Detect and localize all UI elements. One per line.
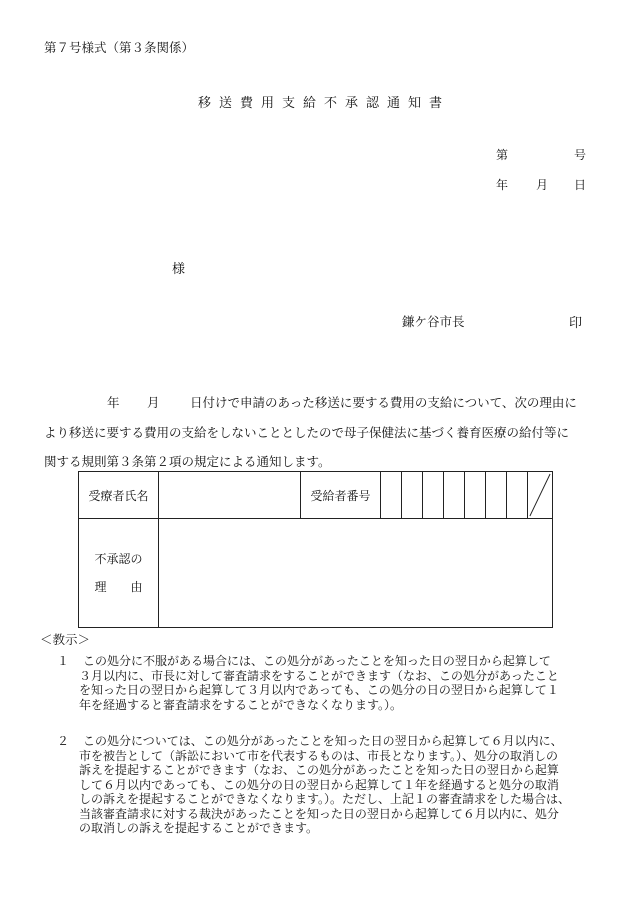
date-month-label: 月 bbox=[536, 178, 549, 192]
instruction-line: ３月以内に、市長に対して審査請求をすることができます（なお、この処分があったこと bbox=[79, 668, 559, 683]
reason-field[interactable] bbox=[159, 519, 553, 628]
instructions-heading: ＜教示＞ bbox=[40, 632, 91, 647]
recipient-number-label: 受給者番号 bbox=[301, 472, 381, 519]
info-table bbox=[78, 471, 553, 628]
instruction-item-number: １ bbox=[57, 654, 70, 668]
instruction-line: して６月以内であっても、この処分の日の翌日から起算して１年を経過すると処分の取消 bbox=[79, 777, 559, 792]
doc-number-suffix: 号 bbox=[574, 148, 587, 162]
body-line-1-text: 日付けで申請のあった移送に要する費用の支給について、次の理由に bbox=[190, 395, 577, 410]
instruction-line: 当該審査請求に対する裁決があったことを知った日の翌日から起算して６月以内に、処分 bbox=[79, 806, 559, 821]
addressee-honorific: 様 bbox=[172, 262, 186, 277]
seal-mark: 印 bbox=[569, 316, 583, 331]
patient-name-field[interactable] bbox=[159, 472, 301, 519]
recipient-number-digit[interactable] bbox=[486, 472, 507, 519]
recipient-number-digit[interactable] bbox=[423, 472, 444, 519]
table-row bbox=[79, 472, 553, 519]
recipient-number-digit[interactable] bbox=[507, 472, 528, 519]
diagonal-slash-icon bbox=[528, 472, 552, 518]
instruction-item-number: ２ bbox=[57, 734, 70, 748]
doc-number-prefix: 第 bbox=[496, 148, 509, 162]
table-row bbox=[79, 519, 553, 628]
instruction-line: 訴えを提起することができます（なお、この処分があったことを知った日の翌日から起算 bbox=[79, 763, 559, 777]
instruction-line: この処分に不服がある場合には、この処分があったことを知った日の翌日から起算して bbox=[83, 654, 551, 668]
patient-name-label: 受療者氏名 bbox=[79, 472, 159, 519]
document-title: 移送費用支給不承認通知書 bbox=[198, 96, 451, 111]
form-number-label: 第７号様式（第３条関係） bbox=[44, 40, 195, 55]
issuer-name: 鎌ケ谷市長 bbox=[402, 314, 465, 329]
instruction-line: 市を被告として（訴訟において市を代表するものは、市長となります。）、処分の取消しの bbox=[79, 748, 559, 763]
date-year-label: 年 bbox=[496, 178, 509, 192]
instruction-line: しの訴えを提起することができなくなります。）。ただし、上記１の審査請求をした場合は、 bbox=[79, 792, 571, 806]
slashed-cell bbox=[528, 472, 553, 519]
reason-label-line-2: 理 由 bbox=[94, 580, 143, 594]
reason-label-line-1: 不承認の bbox=[94, 552, 143, 566]
recipient-number-digit[interactable] bbox=[465, 472, 486, 519]
body-line-3: 関する規則第３条第２項の規定による通知します。 bbox=[44, 454, 331, 469]
body-year-label: 年 bbox=[107, 395, 120, 410]
recipient-number-digit[interactable] bbox=[402, 472, 423, 519]
instruction-line: の取消しの訴えを提起することができます。 bbox=[79, 821, 319, 835]
instruction-item-text bbox=[75, 734, 607, 836]
reason-label bbox=[79, 519, 159, 628]
body-line-2: より移送に要する費用の支給をしないこととしたので母子保健法に基づく養育医療の給付等に bbox=[44, 425, 570, 440]
body-month-label: 月 bbox=[147, 395, 160, 410]
instruction-line: 年を経過すると審査請求をすることができなくなります。）。 bbox=[79, 697, 403, 712]
instruction-item-text bbox=[75, 654, 607, 712]
date-day-label: 日 bbox=[574, 178, 587, 192]
recipient-number-digit[interactable] bbox=[444, 472, 465, 519]
instruction-line: この処分については、この処分があったことを知った日の翌日から起算して６月以内に、 bbox=[83, 734, 563, 748]
recipient-number-digit[interactable] bbox=[381, 472, 402, 519]
instruction-line: を知った日の翌日から起算して３月以内であっても、この処分の日の翌日から起算して１ bbox=[79, 683, 559, 697]
